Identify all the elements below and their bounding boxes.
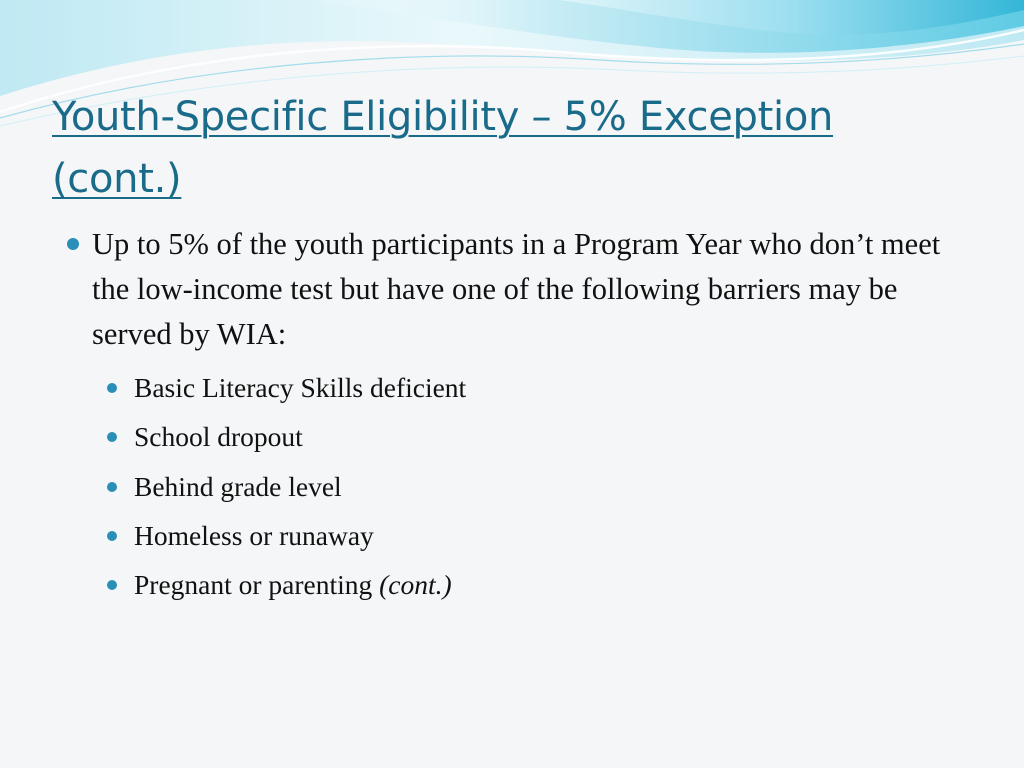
main-bullet-text: Up to 5% of the youth participants in a Program Year who don’t meet the low-income test but have one of the following barriers may be served by WIA: (92, 227, 941, 351)
list-item-text: Homeless or runaway (134, 519, 374, 551)
list-item (106, 462, 966, 511)
list-item (106, 363, 966, 412)
main-bullet (66, 222, 966, 357)
bullet-icon (107, 482, 117, 492)
bullet-icon (107, 531, 117, 541)
bullet-icon (67, 238, 79, 250)
continued-note: (cont.) (379, 569, 452, 601)
slide-content (66, 222, 966, 609)
bullet-icon (107, 580, 117, 590)
list-item-text: Pregnant or parenting (134, 569, 380, 601)
list-item (106, 412, 966, 461)
list-item (106, 511, 966, 560)
slide-title: Youth-Specific Eligibility – 5% Exception (cont.) (52, 94, 834, 202)
list-item-text: Basic Literacy Skills deficient (134, 372, 467, 403)
bullet-icon (107, 383, 117, 393)
list-item (106, 560, 966, 609)
bullet-icon (107, 432, 117, 442)
list-item-text: Behind grade level (134, 470, 342, 502)
barrier-list (66, 363, 966, 609)
list-item-text: School dropout (134, 421, 303, 453)
